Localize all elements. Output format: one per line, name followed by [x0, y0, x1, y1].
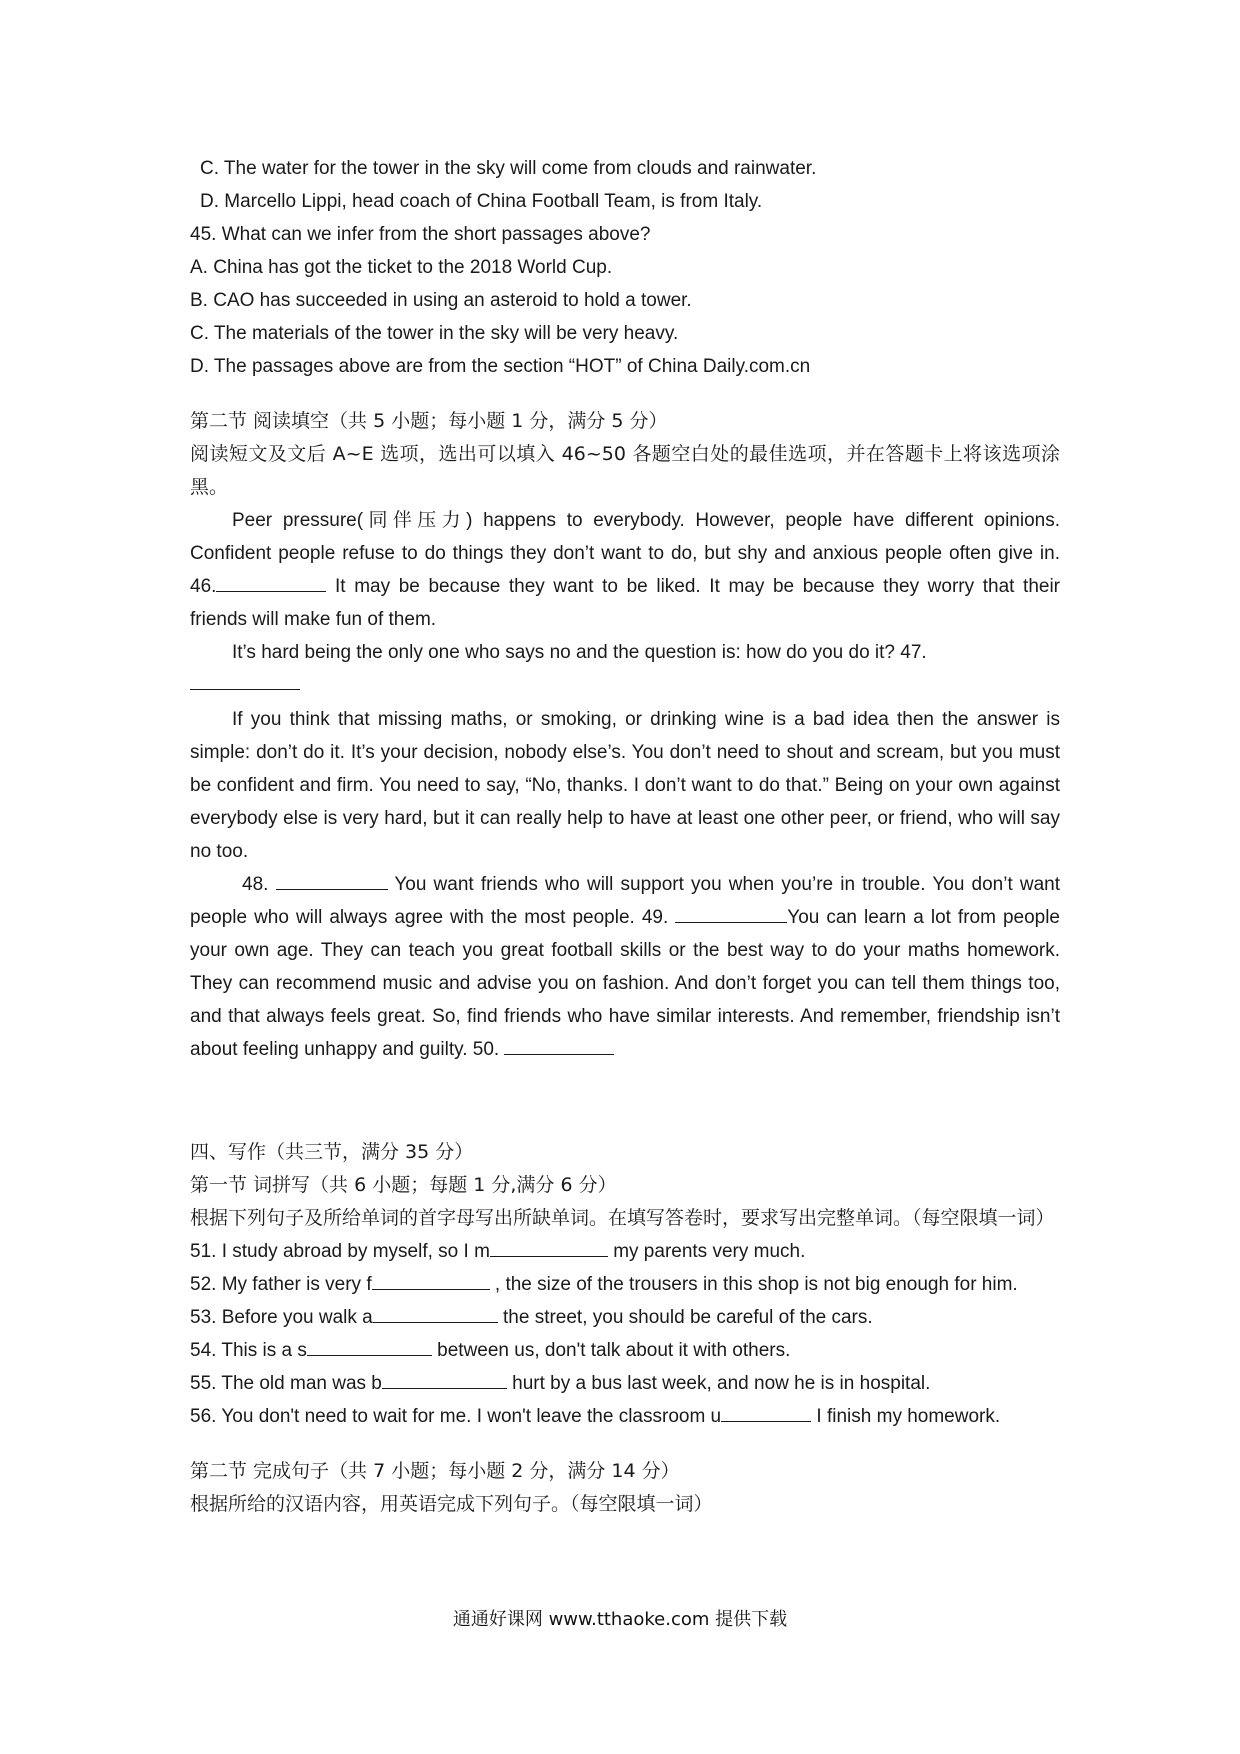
- q45-option-a: A. China has got the ticket to the 2018 World Cup.: [190, 257, 613, 278]
- q53-text-a: 53. Before you walk a: [190, 1307, 373, 1328]
- question-51: [190, 1235, 1060, 1268]
- q54-text-b: between us, don't talk about it with others.: [431, 1340, 791, 1361]
- q56-text-b: I finish my homework.: [811, 1406, 1001, 1427]
- question-54: [190, 1334, 1060, 1367]
- p2-text: It’s hard being the only one who says no and the question is: how do you do it? 47.: [232, 642, 927, 663]
- q45-option-d: D. The passages above are from the section “HOT” of China Daily.com.cn: [190, 356, 811, 377]
- p4-text-a: 48.: [242, 874, 276, 895]
- reading-fill-instruction: 阅读短文及文后 A~E 选项，选出可以填入 46~50 各题空白处的最佳选项，并在答题卡上将该选项涂黑。: [190, 443, 1060, 498]
- reading-fill-heading: 第二节 阅读填空（共 5 小题；每小题 1 分，满分 5 分）: [190, 410, 668, 432]
- q44-option-d: D. Marcello Lippi, head coach of China Football Team, is from Italy.: [200, 191, 763, 212]
- writing-section1-instruction: 根据下列句子及所给单词的首字母写出所缺单词。在填写答卷时，要求写出完整单词。（每空限填一词）: [190, 1207, 1055, 1229]
- page-content: [190, 152, 1060, 1521]
- q44-option-c: C. The water for the tower in the sky will come from clouds and rainwater.: [200, 158, 817, 179]
- question-53: [190, 1301, 1060, 1334]
- q56-text-a: 56. You don't need to wait for me. I won't leave the classroom u: [190, 1406, 722, 1427]
- blank-47: [190, 669, 300, 690]
- blank-46: [216, 571, 326, 592]
- passage-paragraph-4: [190, 868, 1060, 1066]
- q51-text-a: 51. I study abroad by myself, so I m: [190, 1241, 490, 1262]
- spacer: [190, 1433, 1060, 1455]
- p4-text-c: You can learn a lot from people your own age. They can teach you great football skills or the best way to do your maths homework. They can recommend music and advise you on fashion. And don’t forget you can tell them things too, and that always feels great. So, find friends who have similar interests. And remember, friendship isn’t about feeling unhappy and guilty. 50.: [190, 907, 1061, 1060]
- blank-51: [490, 1236, 608, 1257]
- passage-paragraph-2: [190, 636, 1060, 669]
- passage-paragraph-3: If you think that missing maths, or smoking, or drinking wine is a bad idea then the answer is simple: don’t do it. It’s your decision, nobody else’s. You don’t need to shout and scream, but you must be confident and firm. You need to say, “No, thanks. I don’t want to do that.” Being on your own against everybody else is very hard, but it can really help to have at least one other peer, or friend, who will say no too.: [190, 709, 1060, 862]
- blank-54: [307, 1335, 432, 1356]
- writing-heading: 四、写作（共三节，满分 35 分）: [190, 1141, 474, 1163]
- passage: [190, 504, 1060, 1066]
- blank-55: [382, 1368, 507, 1389]
- blank-56: [721, 1401, 811, 1422]
- q45-question: 45. What can we infer from the short passages above?: [190, 224, 651, 245]
- q54-text-a: 54. This is a s: [190, 1340, 307, 1361]
- blank-52: [372, 1269, 490, 1290]
- question-56: [190, 1400, 1060, 1433]
- q55-text-b: hurt by a bus last week, and now he is in hospital.: [506, 1373, 931, 1394]
- p4-text-b: You want friends who will support you when you’re in trouble. You don’t want people who will always agree with the most people. 49.: [190, 874, 1060, 928]
- q53-text-b: the street, you should be careful of the cars.: [497, 1307, 873, 1328]
- q45-option-b: B. CAO has succeeded in using an asteroid to hold a tower.: [190, 290, 692, 311]
- q55-text-a: 55. The old man was b: [190, 1373, 382, 1394]
- blank-49: [675, 902, 787, 923]
- q52-text-a: 52. My father is very f: [190, 1274, 372, 1295]
- writing-section1-heading: 第一节 词拼写（共 6 小题；每题 1 分,满分 6 分）: [190, 1174, 617, 1196]
- blank-48: [276, 869, 388, 890]
- passage-paragraph-1: [190, 504, 1060, 636]
- q45-option-c: C. The materials of the tower in the sky will be very heavy.: [190, 323, 679, 344]
- q51-text-b: my parents very much.: [607, 1241, 806, 1262]
- page-footer: 通通好课网 www.tthaoke.com 提供下载: [452, 1609, 788, 1630]
- p1-text-end: It may be because they want to be liked. It may be because they worry that their friends will make fun of them.: [190, 576, 1060, 630]
- spacer: [190, 1066, 1060, 1136]
- spacer: [190, 383, 1060, 405]
- question-52: [190, 1268, 1060, 1301]
- question-55: [190, 1367, 1060, 1400]
- writing-section2-instruction: 根据所给的汉语内容，用英语完成下列句子。（每空限填一词）: [190, 1493, 713, 1515]
- blank-50: [504, 1034, 614, 1055]
- q52-text-b: , the size of the trousers in this shop is not big enough for him.: [489, 1274, 1018, 1295]
- blank-53: [373, 1302, 498, 1323]
- writing-section2-heading: 第二节 完成句子（共 7 小题；每小题 2 分，满分 14 分）: [190, 1460, 680, 1482]
- p1-text-start: Peer pressure(同伴压力) happens to everybody. However, people have different opinions. Confident people refuse to do things they don’t want to do, but shy and anxious people often give in. 46.: [190, 510, 1060, 597]
